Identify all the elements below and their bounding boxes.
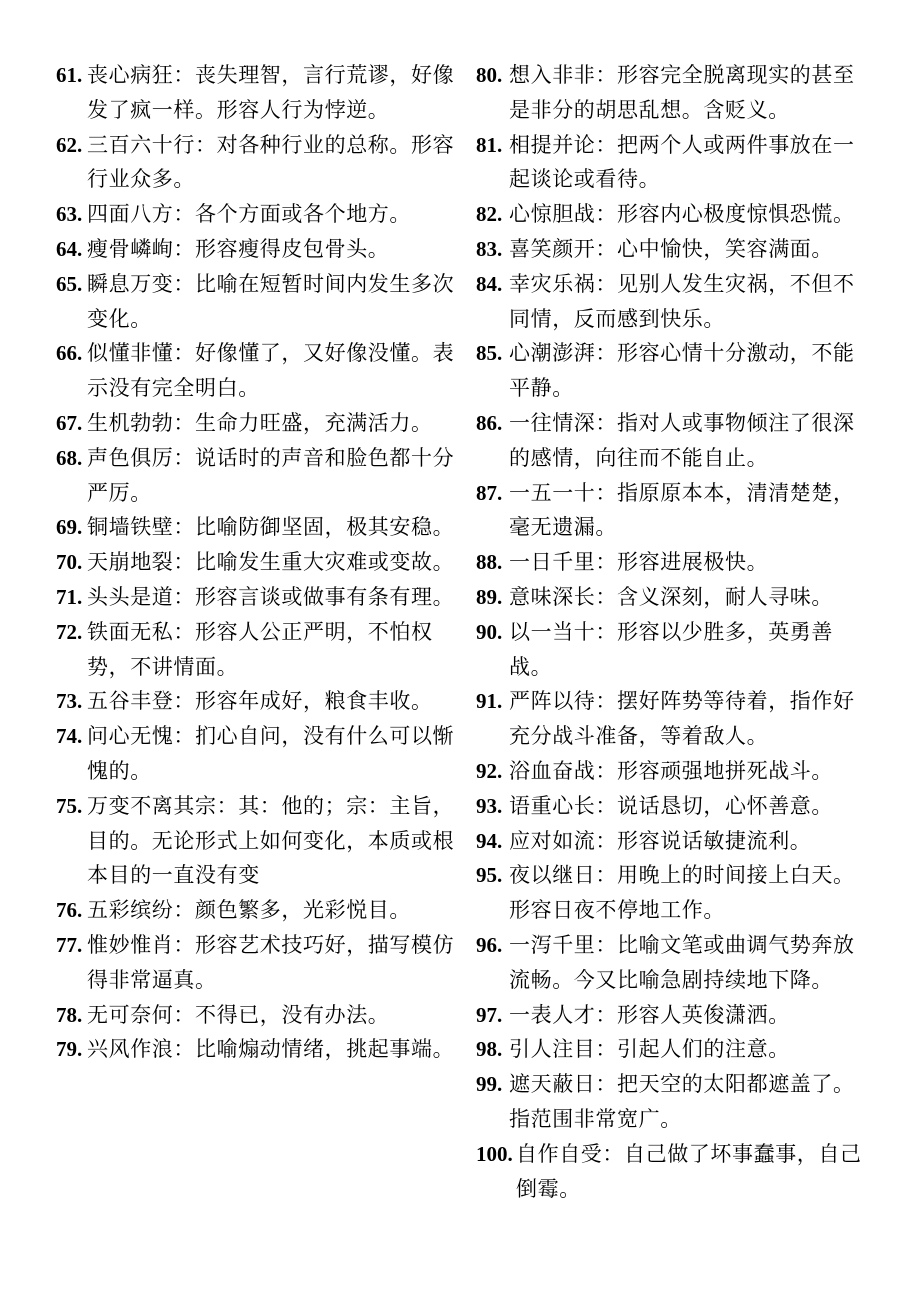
idiom-entry-85 bbox=[476, 336, 876, 406]
entry-text: 相提并论：把两个人或两件事放在一起谈论或看待。 bbox=[509, 132, 855, 192]
idiom-entry-61 bbox=[56, 58, 456, 128]
left-column bbox=[56, 58, 456, 1067]
idiom-entry-69 bbox=[56, 510, 456, 545]
entry-number: 62. bbox=[56, 132, 83, 157]
entry-text: 惟妙惟肖：形容艺术技巧好，描写模仿得非常逼真。 bbox=[87, 932, 455, 992]
idiom-entry-86 bbox=[476, 406, 876, 476]
idiom-entry-96 bbox=[476, 928, 876, 998]
entry-number: 81. bbox=[476, 132, 503, 157]
idiom-entry-68 bbox=[56, 441, 456, 511]
idiom-entry-93 bbox=[476, 789, 876, 824]
idiom-entry-89 bbox=[476, 580, 876, 615]
entry-text: 严阵以待：摆好阵势等待着，指作好充分战斗准备，等着敌人。 bbox=[509, 689, 855, 749]
entry-number: 61. bbox=[56, 63, 83, 87]
idiom-entry-83 bbox=[476, 232, 876, 267]
entry-number: 80. bbox=[476, 63, 503, 87]
entry-text: 无可奈何：不得已，没有办法。 bbox=[87, 1002, 390, 1027]
idiom-entry-81 bbox=[476, 128, 876, 198]
idiom-entry-73 bbox=[56, 684, 456, 719]
entry-number: 82. bbox=[476, 202, 503, 227]
idiom-entry-97 bbox=[476, 998, 876, 1033]
entry-text: 天崩地裂：比喻发生重大灾难或变故。 bbox=[87, 550, 455, 575]
entry-text: 应对如流：形容说话敏捷流利。 bbox=[509, 828, 812, 853]
entry-text: 三百六十行：对各种行业的总称。形容行业众多。 bbox=[87, 132, 455, 192]
entry-number: 72. bbox=[56, 619, 83, 644]
entry-number: 67. bbox=[56, 410, 83, 435]
idiom-entry-75 bbox=[56, 789, 456, 893]
entry-number: 99. bbox=[476, 1072, 503, 1097]
entry-text: 万变不离其宗：其：他的；宗：主旨，目的。无论形式上如何变化，本质或根本目的一直没有变 bbox=[87, 793, 455, 888]
entry-number: 97. bbox=[476, 1002, 503, 1027]
entry-number: 63. bbox=[56, 202, 83, 227]
entry-text: 夜以继日：用晚上的时间接上白天。形容日夜不停地工作。 bbox=[509, 863, 855, 923]
entry-number: 76. bbox=[56, 898, 83, 923]
idiom-entry-92 bbox=[476, 754, 876, 789]
entry-number: 77. bbox=[56, 932, 83, 957]
entry-number: 73. bbox=[56, 689, 83, 714]
idiom-entry-76 bbox=[56, 893, 456, 928]
idiom-entry-66 bbox=[56, 336, 456, 406]
entry-text: 瞬息万变：比喻在短暂时间内发生多次变化。 bbox=[87, 271, 455, 331]
idiom-entry-74 bbox=[56, 719, 456, 789]
entry-number: 98. bbox=[476, 1037, 503, 1062]
entry-text: 以一当十：形容以少胜多，英勇善战。 bbox=[509, 619, 833, 679]
entry-text: 一日千里：形容进展极快。 bbox=[509, 550, 769, 575]
entry-text: 五彩缤纷：颜色繁多，光彩悦目。 bbox=[87, 898, 411, 923]
entry-number: 79. bbox=[56, 1037, 83, 1062]
idiom-entry-94 bbox=[476, 824, 876, 859]
entry-text: 意味深长：含义深刻，耐人寻味。 bbox=[509, 584, 833, 609]
entry-number: 64. bbox=[56, 236, 83, 261]
entry-number: 90. bbox=[476, 619, 503, 644]
entry-number: 78. bbox=[56, 1002, 83, 1027]
entry-text: 五谷丰登：形容年成好，粮食丰收。 bbox=[87, 689, 433, 714]
idiom-entry-90 bbox=[476, 615, 876, 685]
idiom-entry-65 bbox=[56, 267, 456, 337]
entry-number: 65. bbox=[56, 271, 83, 296]
entry-number: 68. bbox=[56, 445, 83, 470]
entry-number: 74. bbox=[56, 724, 83, 749]
entry-number: 87. bbox=[476, 480, 503, 505]
entry-text: 引人注目：引起人们的注意。 bbox=[509, 1037, 790, 1062]
entry-text: 头头是道：形容言谈或做事有条有理。 bbox=[87, 584, 455, 609]
entry-text: 一泻千里：比喻文笔或曲调气势奔放流畅。今又比喻急剧持续地下降。 bbox=[509, 932, 855, 992]
entry-text: 喜笑颜开：心中愉快，笑容满面。 bbox=[509, 236, 833, 261]
entry-number: 91. bbox=[476, 689, 503, 714]
idiom-entry-87 bbox=[476, 476, 876, 546]
entry-number: 75. bbox=[56, 793, 83, 818]
idiom-entry-99 bbox=[476, 1067, 876, 1137]
entry-text: 问心无愧：扪心自问，没有什么可以惭愧的。 bbox=[87, 724, 455, 783]
entry-text: 语重心长：说话恳切，心怀善意。 bbox=[509, 793, 833, 818]
entry-number: 89. bbox=[476, 584, 503, 609]
entry-number: 86. bbox=[476, 410, 503, 435]
idiom-entry-77 bbox=[56, 928, 456, 998]
entry-text: 丧心病狂：丧失理智，言行荒谬，好像发了疯一样。形容人行为悖逆。 bbox=[87, 63, 455, 122]
entry-text: 四面八方：各个方面或各个地方。 bbox=[87, 202, 411, 227]
entry-text: 心惊胆战：形容内心极度惊惧恐慌。 bbox=[509, 202, 855, 227]
idiom-entry-79 bbox=[56, 1032, 456, 1067]
idiom-entry-78 bbox=[56, 998, 456, 1033]
entry-text: 遮天蔽日：把天空的太阳都遮盖了。指范围非常宽广。 bbox=[509, 1072, 855, 1131]
idiom-entry-67 bbox=[56, 406, 456, 441]
entry-text: 心潮澎湃：形容心情十分激动，不能平静。 bbox=[509, 341, 855, 401]
idiom-entry-70 bbox=[56, 545, 456, 580]
idiom-entry-98 bbox=[476, 1032, 876, 1067]
entry-number: 95. bbox=[476, 863, 503, 888]
entry-text: 自作自受：自己做了坏事蠢事，自己倒霉。 bbox=[516, 1141, 862, 1201]
entry-number: 88. bbox=[476, 550, 503, 575]
idiom-entry-100 bbox=[476, 1137, 876, 1207]
idiom-entry-88 bbox=[476, 545, 876, 580]
entry-number: 69. bbox=[56, 515, 83, 540]
entry-text: 铁面无私：形容人公正严明，不怕权势，不讲情面。 bbox=[87, 619, 433, 679]
entry-text: 似懂非懂：好像懂了，又好像没懂。表示没有完全明白。 bbox=[87, 341, 455, 401]
entry-text: 幸灾乐祸：见别人发生灾祸，不但不同情，反而感到快乐。 bbox=[509, 271, 855, 331]
right-column bbox=[476, 58, 876, 1206]
idiom-entry-63 bbox=[56, 197, 456, 232]
idiom-entry-71 bbox=[56, 580, 456, 615]
entry-number: 96. bbox=[476, 932, 503, 957]
entry-text: 生机勃勃：生命力旺盛，充满活力。 bbox=[87, 410, 433, 435]
entry-number: 85. bbox=[476, 341, 503, 366]
idiom-entry-80 bbox=[476, 58, 876, 128]
idiom-entry-72 bbox=[56, 615, 456, 685]
entry-number: 66. bbox=[56, 341, 83, 366]
entry-text: 浴血奋战：形容顽强地拼死战斗。 bbox=[509, 758, 833, 783]
entry-number: 70. bbox=[56, 550, 83, 575]
entry-number: 92. bbox=[476, 758, 503, 783]
idiom-entry-84 bbox=[476, 267, 876, 337]
entry-text: 一表人才：形容人英俊潇洒。 bbox=[509, 1002, 790, 1027]
entry-number: 100. bbox=[476, 1141, 513, 1166]
idiom-entry-82 bbox=[476, 197, 876, 232]
entry-text: 铜墙铁壁：比喻防御坚固，极其安稳。 bbox=[87, 515, 455, 540]
entry-text: 兴风作浪：比喻煽动情绪，挑起事端。 bbox=[87, 1037, 455, 1062]
entry-text: 想入非非：形容完全脱离现实的甚至是非分的胡思乱想。含贬义。 bbox=[509, 63, 855, 122]
entry-text: 一五一十：指原原本本，清清楚楚，毫无遗漏。 bbox=[509, 480, 855, 540]
entry-number: 83. bbox=[476, 236, 503, 261]
entry-text: 瘦骨嶙峋：形容瘦得皮包骨头。 bbox=[87, 236, 390, 261]
idiom-entry-95 bbox=[476, 858, 876, 928]
entry-number: 94. bbox=[476, 828, 503, 853]
idiom-entry-64 bbox=[56, 232, 456, 267]
entry-text: 一往情深：指对人或事物倾注了很深的感情，向往而不能自止。 bbox=[509, 410, 855, 470]
entry-text: 声色俱厉：说话时的声音和脸色都十分严厉。 bbox=[87, 445, 455, 505]
entry-number: 71. bbox=[56, 584, 83, 609]
idiom-entry-91 bbox=[476, 684, 876, 754]
entry-number: 93. bbox=[476, 793, 503, 818]
entry-number: 84. bbox=[476, 271, 503, 296]
idiom-entry-62 bbox=[56, 128, 456, 198]
